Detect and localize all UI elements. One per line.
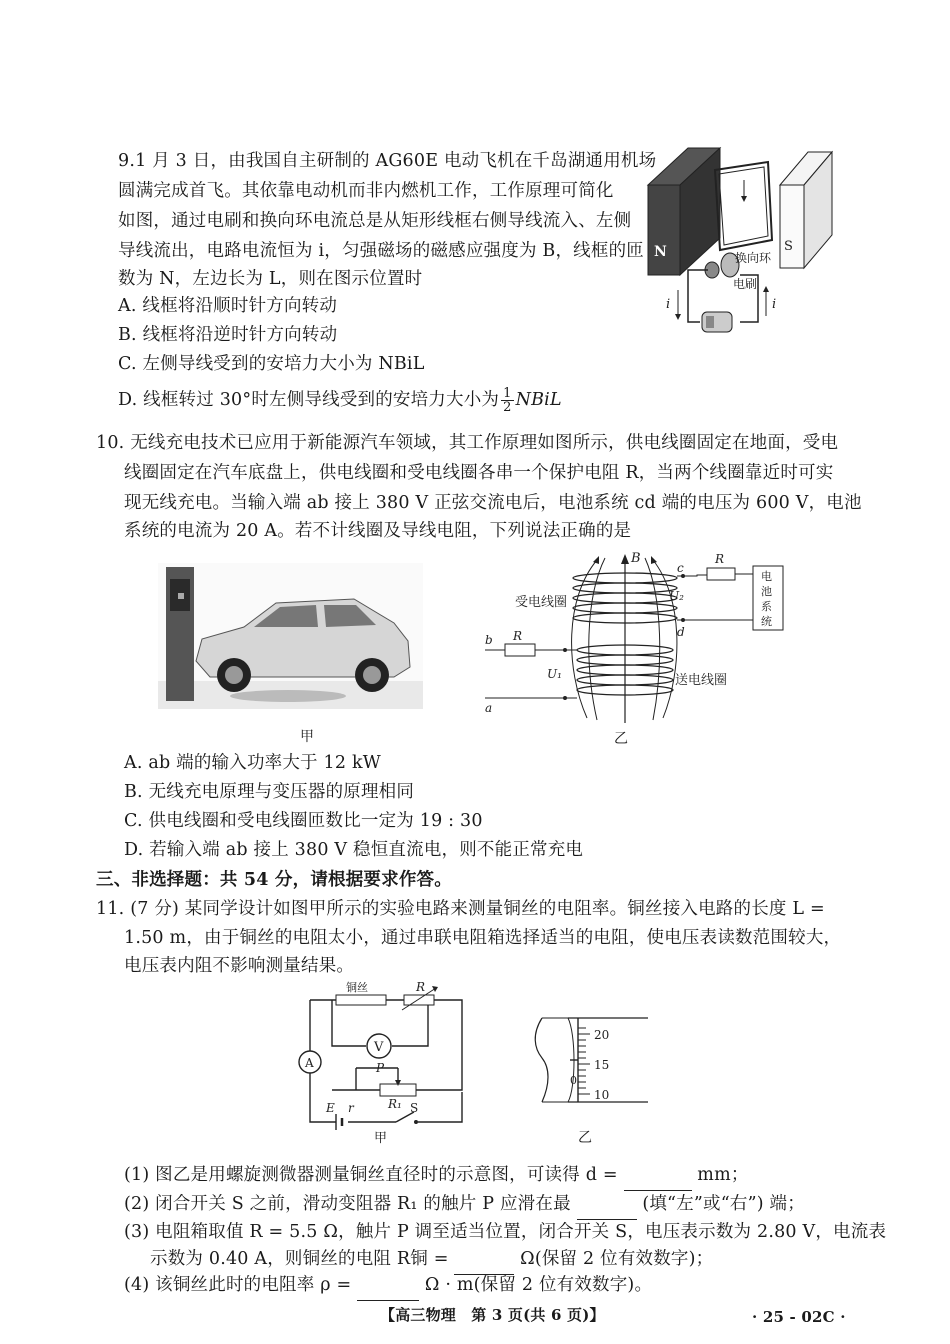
- voltage-u2-label: U₂: [669, 589, 684, 603]
- q11-sub-2-tail: (填“左”或“右”) 端；: [642, 1194, 805, 1214]
- q10-line-4: 系统的电流为 20 A。若不计线圈及导线电阻，下列说法正确的是: [124, 521, 632, 541]
- resistor-r2-label: R: [715, 552, 725, 566]
- q11-line-2: 1.50 m，由于铜丝的电阻太小，通过串联电阻箱选择适当的电阻，使电压表读数范围较大，: [124, 928, 842, 948]
- q10-option-d: D. 若输入端 ab 接上 380 V 稳恒直流电，则不能正常充电: [124, 840, 584, 860]
- magnet-n-label: N: [654, 244, 667, 260]
- q11-sub-1-text: (1) 图乙是用螺旋测微器测量铜丝直径时的示意图，可读得 d =: [124, 1165, 618, 1185]
- receive-coil-label: 受电线圈: [515, 595, 568, 610]
- voltage-u1-label: U₁: [547, 667, 562, 681]
- answer-blank-4[interactable]: [357, 1270, 419, 1301]
- q10-line-2: 线圈固定在汽车底盘上，供电线圈和受电线圈各串一个保护电阻 R，当两个线圈靠近时可实: [124, 463, 834, 483]
- section-3-heading: 三、非选择题：共 54 分，请根据要求作答。: [96, 870, 452, 890]
- q10-option-c: C. 供电线圈和受电线圈匝数比一定为 19 : 30: [124, 811, 483, 831]
- switch-s-label: S: [410, 1101, 419, 1115]
- brush-label: 电刷: [733, 277, 758, 291]
- micrometer-zero: 0: [570, 1074, 577, 1087]
- terminal-d-label: d: [677, 625, 685, 639]
- copper-wire-label: 铜丝: [346, 981, 368, 994]
- terminal-c-label: c: [677, 561, 684, 575]
- terminal-a-label: a: [485, 701, 493, 715]
- q10-fig-a-caption: 甲: [300, 729, 315, 745]
- q11-sub-3-line-1: (3) 电阻箱取值 R = 5.5 Ω，触片 P 调至适当位置，闭合开关 S，电压表示数为 2.80 V，电流表: [124, 1222, 887, 1242]
- q11-sub-4: [124, 1270, 652, 1301]
- q11-sub-1-unit: mm；: [697, 1165, 749, 1185]
- q11-fig-b-caption: 乙: [578, 1130, 593, 1146]
- q9-option-d-formula: NBiL: [515, 390, 562, 410]
- q11-sub-2: [124, 1189, 805, 1220]
- q9-line-5: 数为 N，左边长为 L，则在图示位置时: [118, 269, 423, 289]
- page-footer-center: 【高三物理 第 3 页(共 6 页)】: [380, 1306, 605, 1324]
- q9-option-b: B. 线框将沿逆时针方向转动: [118, 325, 338, 345]
- answer-blank-2[interactable]: [577, 1189, 637, 1220]
- q9-line-4: 导线流出，电路电流恒为 i，匀强磁场的磁感应强度为 B，线框的匝: [118, 241, 644, 261]
- q9-line-3: 如图，通过电刷和换向环电流总是从矩形线框右侧导线流入、左侧: [118, 211, 632, 231]
- q10-option-a: A. ab 端的输入功率大于 12 kW: [124, 753, 381, 773]
- q11-fig-a-caption: 甲: [374, 1131, 388, 1146]
- micrometer-tick-15: 15: [594, 1058, 610, 1072]
- q9-option-d-text: D. 线框转过 30°时左侧导线受到的安培力大小为: [118, 390, 500, 410]
- q9-option-d: [118, 385, 562, 415]
- q11-line-1: 11. (7 分) 某同学设计如图甲所示的实验电路来测量铜丝的电阻率。铜丝接入电路的长度 L =: [96, 899, 825, 919]
- current-right-label: i: [772, 297, 777, 312]
- fraction-one-half: $\frac{1}{2}$: [503, 386, 512, 415]
- field-b-label: B: [631, 551, 641, 566]
- q9-motor-figure: [640, 140, 840, 340]
- q10-line-3: 现无线充电。当输入端 ab 接上 380 V 正弦交流电后，电池系统 cd 端的电压为 600 V，电池: [124, 493, 862, 513]
- voltmeter-label: V: [374, 1040, 384, 1055]
- q9-line-2: 圆满完成首飞。其依靠电动机而非内燃机工作，工作原理可简化: [118, 181, 614, 201]
- resistor-r1-label: R: [513, 629, 523, 643]
- q9-line-1: 9.1 月 3 日，由我国自主研制的 AG60E 电动飞机在千岛湖通用机场: [118, 151, 657, 171]
- page-footer-code: · 25 - 02C ·: [752, 1308, 846, 1326]
- q10-coil-diagram: [485, 548, 795, 738]
- q10-fig-b-caption: 乙: [614, 731, 629, 747]
- q11-sub-3-text: 示数为 0.40 A，则铜丝的电阻 R铜 =: [150, 1249, 449, 1269]
- q11-circuit-diagram: [296, 980, 471, 1132]
- micrometer-tick-20: 20: [594, 1028, 610, 1042]
- q9-option-a: A. 线框将沿顺时针方向转动: [118, 296, 338, 316]
- slider-p-label: P: [376, 1061, 385, 1075]
- q11-sub-4-text: (4) 该铜丝此时的电阻率 ρ =: [124, 1275, 352, 1295]
- send-coil-label: 送电线圈: [675, 673, 728, 688]
- resistance-box-label: R: [416, 980, 426, 994]
- q11-sub-4-tail: Ω · m(保留 2 位有效数字)。: [424, 1275, 653, 1295]
- battery-text-3: 系: [761, 600, 772, 613]
- internal-r-label: r: [348, 1101, 354, 1115]
- q11-sub-2-text: (2) 闭合开关 S 之前，滑动变阻器 R₁ 的触片 P 应滑在最: [124, 1194, 571, 1214]
- battery-text-2: 池: [761, 585, 772, 598]
- q10-line-1: 10. 无线充电技术已应用于新能源汽车领域，其工作原理如图所示，供电线圈固定在地面，受电: [96, 433, 839, 453]
- copper-wire: [336, 995, 386, 1005]
- rheostat-label: R₁: [388, 1097, 402, 1111]
- q11-sub-1: [124, 1160, 749, 1191]
- battery-text-1: 电: [761, 570, 772, 583]
- emf-e-label: E: [326, 1101, 335, 1115]
- q11-micrometer-diagram: [528, 1004, 648, 1120]
- terminal-b-label: b: [485, 633, 493, 647]
- ammeter-label: A: [305, 1056, 314, 1070]
- answer-blank-1[interactable]: [624, 1160, 692, 1191]
- magnet-s-label: S: [784, 239, 793, 254]
- battery-text-4: 统: [761, 615, 772, 628]
- q10-option-b: B. 无线充电原理与变压器的原理相同: [124, 782, 415, 802]
- q9-option-c: C. 左侧导线受到的安培力大小为 NBiL: [118, 354, 425, 374]
- resistance-box: [404, 995, 434, 1005]
- q11-line-3: 电压表内阻不影响测量结果。: [124, 956, 355, 976]
- q10-car-photo: [158, 563, 423, 709]
- commutator-label: 换向环: [735, 251, 772, 265]
- q11-sub-3-tail: Ω(保留 2 位有效数字)；: [520, 1249, 714, 1269]
- micrometer-tick-10: 10: [594, 1088, 610, 1102]
- current-left-label: i: [666, 297, 671, 312]
